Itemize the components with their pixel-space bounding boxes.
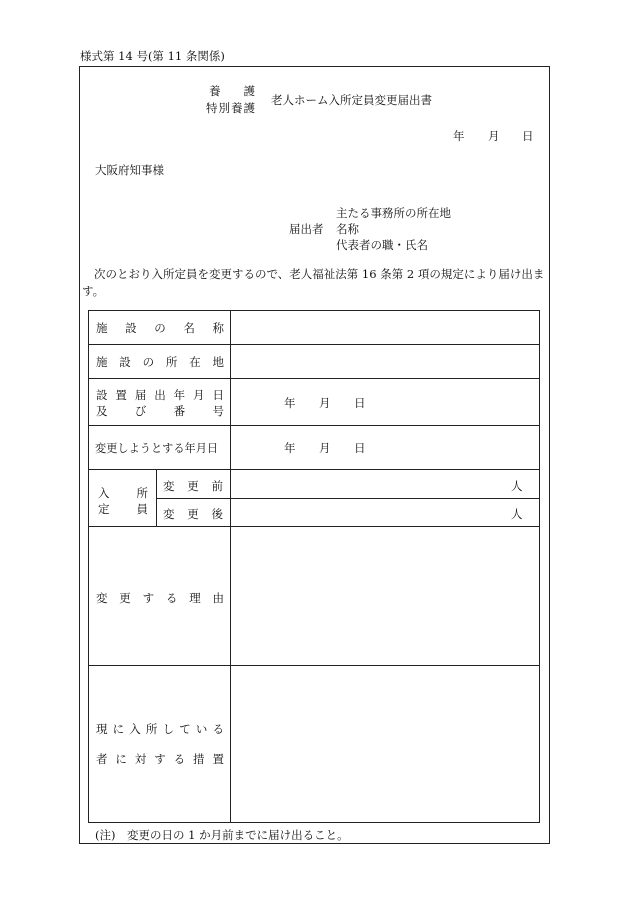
- established-date-day: 日: [354, 396, 366, 410]
- measures-label-line2: 者 に 対 す る 措 置: [96, 752, 224, 766]
- capacity-after-label: 変 更 後: [163, 507, 223, 521]
- reason-label: 変 更 す る 理 由: [96, 591, 224, 605]
- change-date-year: 年: [284, 441, 296, 455]
- date-day: 日: [522, 129, 534, 143]
- body-text-line2: す。: [82, 284, 105, 298]
- date-year: 年: [453, 129, 465, 143]
- form-number: 様式第 14 号(第 11 条関係): [80, 49, 225, 63]
- notifier-name-label: 名称: [336, 222, 359, 236]
- capacity-after-unit: 人: [511, 507, 523, 521]
- change-date-month: 月: [319, 441, 331, 455]
- footnote: (注) 変更の日の 1 か月前までに届け出ること。: [95, 828, 349, 842]
- measures-label-line1: 現 に 入 所 し て い る: [96, 722, 224, 736]
- established-date-month: 月: [319, 396, 331, 410]
- table-divider: [88, 526, 540, 527]
- notifier-representative-label: 代表者の職・氏名: [336, 238, 428, 252]
- date-month: 月: [488, 129, 500, 143]
- table-divider: [88, 469, 540, 470]
- table-divider: [156, 498, 540, 499]
- facility-name-label: 施 設 の 名 称: [96, 321, 224, 335]
- capacity-label-line1: 入 所: [98, 486, 148, 500]
- body-text-line1: 次のとおり入所定員を変更するので、老人福祉法第 16 条第 2 項の規定により届け出ま: [94, 267, 545, 281]
- form-title: 老人ホーム入所定員変更届出書: [271, 93, 432, 107]
- capacity-before-label: 変 更 前: [163, 479, 223, 493]
- established-date-year: 年: [284, 396, 296, 410]
- capacity-label-line2: 定 員: [98, 502, 148, 516]
- table-divider: [88, 378, 540, 379]
- addressee: 大阪府知事様: [95, 163, 164, 177]
- table-divider: [230, 310, 231, 823]
- title-stack-1: 養 護: [209, 84, 255, 98]
- table-divider: [88, 665, 540, 666]
- capacity-before-unit: 人: [511, 479, 523, 493]
- title-stack-2: 特別養護: [206, 101, 256, 115]
- change-date-day: 日: [354, 441, 366, 455]
- established-date-label-line1: 設 置 届 出 年 月 日: [96, 388, 224, 402]
- table-divider: [88, 344, 540, 345]
- table-divider: [88, 425, 540, 426]
- established-date-label-line2: 及 び 番 号: [96, 404, 224, 418]
- notifier-address-label: 主たる事務所の所在地: [336, 206, 451, 220]
- facility-location-label: 施 設 の 所 在 地: [96, 355, 224, 369]
- notifier-label: 届出者: [289, 222, 324, 236]
- change-date-label: 変更しようとする年月日: [95, 442, 219, 455]
